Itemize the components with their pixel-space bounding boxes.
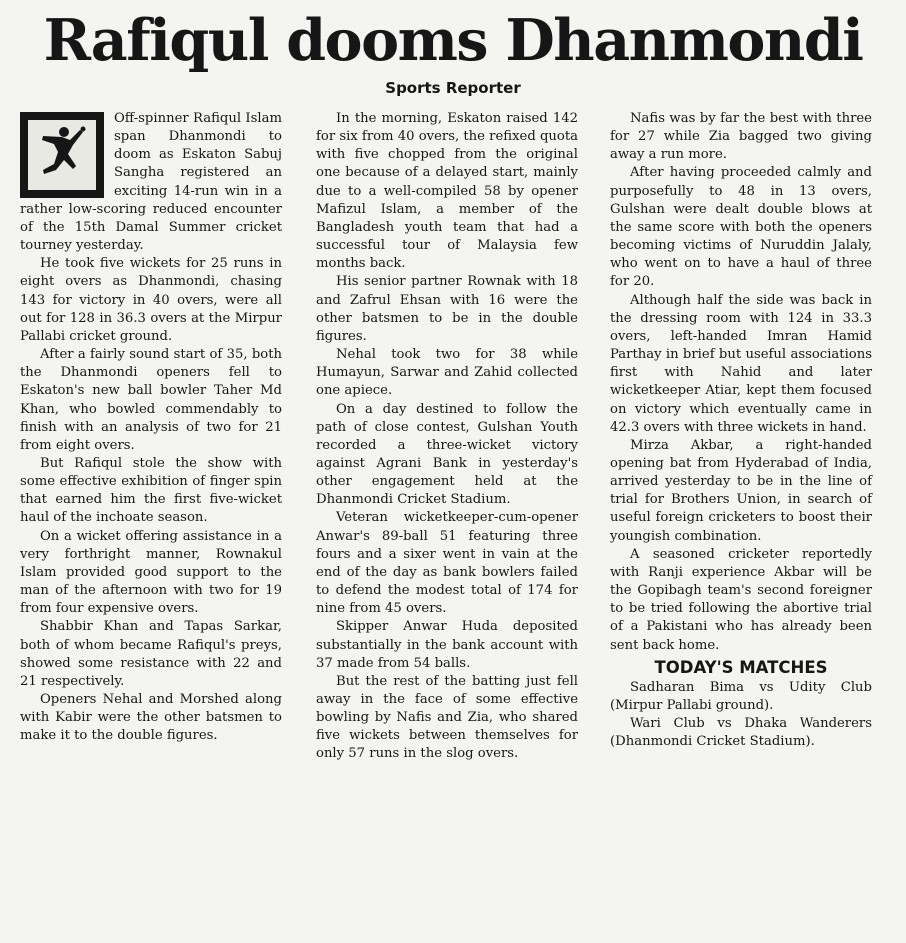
paragraph: Nafis was by far the best with three for 27 while Zia bagged two giving away a run more. bbox=[610, 111, 872, 163]
paragraph: Nehal took two for 38 while Humayun, Sarwar and Zahid collected one apiece. bbox=[316, 347, 578, 399]
paragraph: Veteran wicketkeeper-cum-opener Anwar's 89-ball 51 featuring three fours and a sixer went in vain at the end of the day as bank bowlers failed to defend the modest total of 174 for nine from 45 overs. bbox=[316, 510, 578, 617]
paragraph: Openers Nehal and Morshed along with Kabir were the other batsmen to make it to the double figures. bbox=[20, 692, 282, 744]
paragraph: After having proceeded calmly and purposefully to 48 in 13 overs, Gulshan were dealt double blows at the same score with both the openers becoming victims of Nuruddin Jalaly, who went on to have a haul of three for 20. bbox=[610, 165, 872, 290]
paragraph: A seasoned cricketer reportedly with Ranji experience Akbar will be the Gopibagh team's second foreigner to be tried following the abortive trial of a Pakistani who has already been sent back home. bbox=[610, 546, 872, 653]
paragraph: His senior partner Rownak with 18 and Zafrul Ehsan with 16 were the other batsmen to be in the double figures. bbox=[316, 274, 578, 344]
article-column-2 bbox=[316, 110, 578, 764]
paragraph: But the rest of the batting just fell away in the face of some effective bowling by Nafis and Zia, who shared five wickets between themselves for only 57 runs in the slog overs. bbox=[316, 673, 578, 762]
paragraph: Skipper Anwar Huda deposited substantially in the bank account with 37 made from 54 balls. bbox=[316, 619, 578, 671]
paragraph: On a wicket offering assistance in a very forthright manner, Rownakul Islam provided good support to the man of the afternoon with two for 19 from four expensive overs. bbox=[20, 528, 282, 617]
paragraph: He took five wickets for 25 runs in eight overs as Dhanmondi, chasing 143 for victory in 40 overs, were all out for 128 in 36.3 overs at the Mirpur Pallabi cricket ground. bbox=[20, 256, 282, 344]
match-listing: Sadharan Bima vs Udity Club (Mirpur Pallabi ground). bbox=[610, 679, 872, 713]
paragraph: In the morning, Eskaton raised 142 for six from 40 overs, the refixed quota with five chopped from the original one because of a delayed start, mainly due to a well-compiled 58 by opener Mafizul Islam, a member of the Bangladesh youth team that had a successful tour of Malaysia few months back. bbox=[316, 111, 578, 272]
match-listing: Wari Club vs Dhaka Wanderers (Dhanmondi Cricket Stadium). bbox=[610, 716, 872, 750]
todays-matches-heading: TODAY'S MATCHES bbox=[654, 657, 828, 677]
cricket-bowler-icon bbox=[20, 112, 104, 198]
paragraph: Shabbir Khan and Tapas Sarkar, both of whom became Rafiqul's preys, showed some resistance with 22 and 21 respectively. bbox=[20, 619, 282, 689]
paragraph: After a fairly sound start of 35, both the Dhanmondi openers fell to Eskaton's new ball bowler Taher Md Khan, who bowled commendably to finish with an analysis of two for 21 from eight overs. bbox=[20, 347, 282, 453]
paragraph: Mirza Akbar, a right-handed opening bat from Hyderabad of India, arrived yesterday to be in the line of trial for Brothers Union, in search of useful foreign cricketers to boost their youngish combination. bbox=[610, 437, 872, 544]
article-column-1 bbox=[20, 110, 282, 745]
paragraph: On a day destined to follow the path of close contest, Gulshan Youth recorded a three-wicket victory against Agrani Bank in yesterday's other engagement held at the Dhanmondi Cricket Stadium. bbox=[316, 401, 578, 508]
byline: Sports Reporter bbox=[385, 79, 521, 97]
headline: Rafiqul dooms Dhanmondi bbox=[43, 7, 863, 74]
paragraph: But Rafiqul stole the show with some effective exhibition of finger spin that earned him the first five-wicket haul of the inchoate season. bbox=[20, 455, 282, 526]
paragraph: Off-spinner Rafiqul Islam span Dhanmondi to doom as Eskaton Sabuj Sangha registered an exciting 14-run win in a rather low-scoring reduced encounter of the 15th Damal Summer cricket tourney yesterday. bbox=[20, 111, 282, 254]
paragraph: Although half the side was back in the dressing room with 124 in 33.3 overs, left-handed Imran Hamid Parthay in brief but useful associations first with Nahid and later wicketkeeper Atiar, kept them focused on victory which eventually came in 42.3 overs with three wickets in hand. bbox=[610, 292, 872, 435]
article-column-3 bbox=[610, 110, 872, 751]
